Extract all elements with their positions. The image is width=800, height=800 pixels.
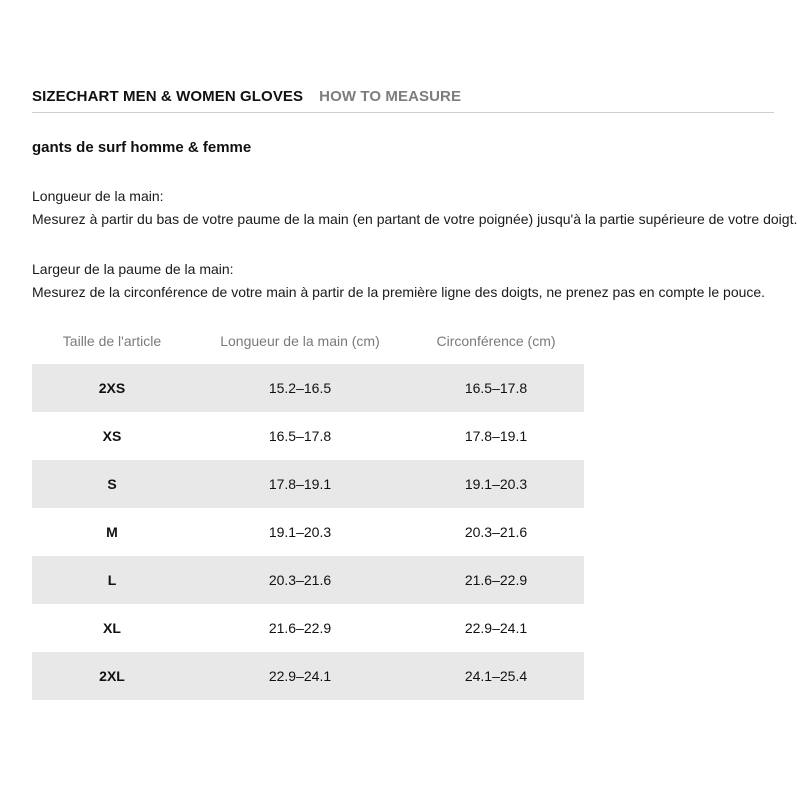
cell-size: 2XS <box>98 380 126 396</box>
cell-size: XS <box>102 428 122 444</box>
tab-bar <box>32 88 461 105</box>
header-size: Taille de l'article <box>62 333 162 349</box>
cell-hand-length: 17.8–19.1 <box>268 476 332 492</box>
page-subtitle: gants de surf homme & femme <box>32 139 252 156</box>
hand-length-text: Mesurez à partir du bas de votre paume de la main (en partant de votre poignée) jusqu'à la partie supérieure de votre doigt. <box>32 211 798 227</box>
table-row <box>32 556 584 604</box>
cell-size: XL <box>103 620 121 636</box>
table-row <box>32 364 584 412</box>
hand-length-section <box>32 185 797 231</box>
size-table <box>32 318 584 700</box>
cell-hand-length: 22.9–24.1 <box>268 668 332 684</box>
cell-size: S <box>107 476 117 492</box>
table-row <box>32 412 584 460</box>
cell-size: 2XL <box>99 668 125 684</box>
tab-how-to-measure[interactable]: HOW TO MEASURE <box>319 88 462 105</box>
cell-hand-length: 15.2–16.5 <box>268 380 332 396</box>
cell-circumference: 16.5–17.8 <box>464 380 528 396</box>
cell-circumference: 24.1–25.4 <box>464 668 528 684</box>
table-row <box>32 604 584 652</box>
cell-circumference: 17.8–19.1 <box>464 428 528 444</box>
table-row <box>32 508 584 556</box>
hand-length-heading: Longueur de la main: <box>32 188 164 204</box>
palm-width-text: Mesurez de la circonférence de votre main à partir de la première ligne des doigts, ne prenez pas en compte le pouce. <box>32 284 766 300</box>
tab-divider <box>32 112 774 113</box>
cell-circumference: 20.3–21.6 <box>464 524 528 540</box>
table-row <box>32 460 584 508</box>
table-row <box>32 652 584 700</box>
palm-width-section <box>32 258 765 304</box>
cell-hand-length: 19.1–20.3 <box>268 524 332 540</box>
cell-hand-length: 16.5–17.8 <box>268 428 332 444</box>
cell-circumference: 21.6–22.9 <box>464 572 528 588</box>
cell-size: L <box>107 572 117 588</box>
header-circumference: Circonférence (cm) <box>436 333 556 349</box>
cell-hand-length: 20.3–21.6 <box>268 572 332 588</box>
tab-sizechart[interactable]: SIZECHART MEN & WOMEN GLOVES <box>32 88 304 105</box>
cell-circumference: 19.1–20.3 <box>464 476 528 492</box>
palm-width-heading: Largeur de la paume de la main: <box>32 261 234 277</box>
cell-size: M <box>106 524 118 540</box>
cell-hand-length: 21.6–22.9 <box>268 620 332 636</box>
table-header <box>32 318 584 364</box>
cell-circumference: 22.9–24.1 <box>464 620 528 636</box>
header-hand-length: Longueur de la main (cm) <box>220 333 380 349</box>
